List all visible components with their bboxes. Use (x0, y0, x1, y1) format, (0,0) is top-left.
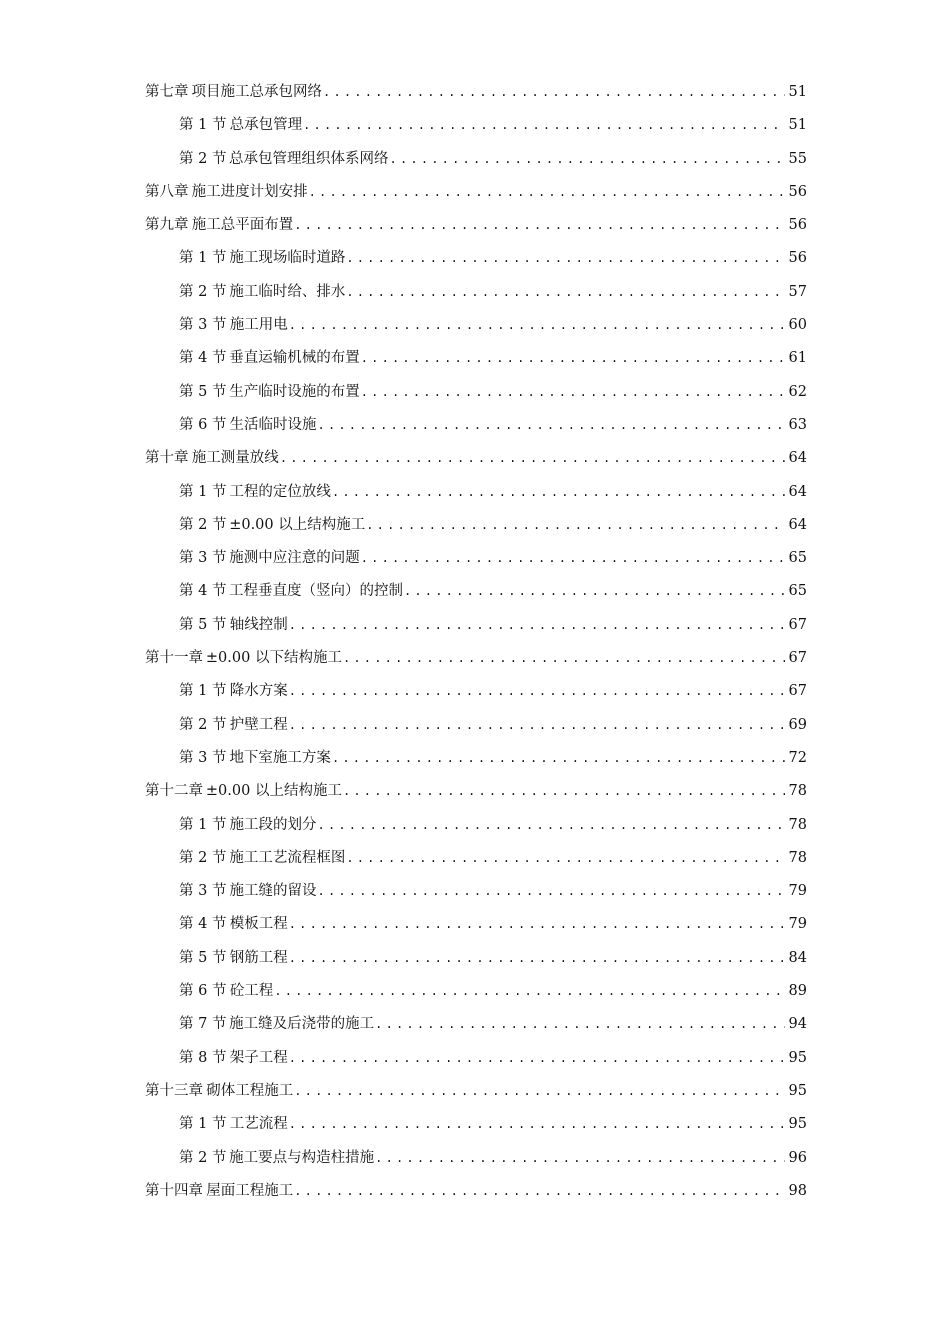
toc-entry-title: 施工测量放线 (191, 450, 279, 467)
toc-entry-title: 施工用电 (229, 317, 288, 334)
toc-section-entry[interactable] (145, 809, 807, 842)
toc-page-number: 79 (788, 916, 807, 933)
toc-page-number: 55 (788, 150, 807, 167)
toc-section-entry[interactable] (145, 476, 807, 509)
toc-dot-leader (343, 775, 785, 808)
toc-dot-leader (289, 1108, 785, 1141)
toc-page-number: 60 (788, 317, 807, 334)
toc-entry-number: 第 3 节 (179, 550, 227, 567)
toc-dot-leader (375, 1142, 785, 1175)
toc-entry-number: 第十章 (145, 450, 189, 467)
toc-chapter-entry[interactable] (145, 176, 807, 209)
toc-entry-title: ±0.00 以上结构施工 (229, 516, 366, 533)
toc-page-number: 62 (788, 383, 807, 400)
toc-chapter-entry[interactable] (145, 642, 807, 675)
toc-dot-leader (289, 675, 785, 708)
toc-entry-title: 架子工程 (229, 1049, 288, 1066)
toc-page-number: 72 (788, 749, 807, 766)
toc-page-number: 67 (788, 650, 807, 667)
toc-entry-title: 施工工艺流程框图 (229, 849, 346, 866)
toc-entry-number: 第 7 节 (179, 1016, 227, 1033)
toc-entry-number: 第 5 节 (179, 616, 227, 633)
toc-entry-title: 施工要点与构造柱措施 (229, 1149, 375, 1166)
toc-page-number: 64 (788, 516, 807, 533)
toc-page-number: 95 (788, 1116, 807, 1133)
toc-entry-number: 第十一章 (145, 650, 203, 667)
toc-section-entry[interactable] (145, 1142, 807, 1175)
toc-page-number: 56 (788, 183, 807, 200)
toc-dot-leader (366, 509, 785, 542)
toc-chapter-entry[interactable] (145, 442, 807, 475)
toc-page-number: 67 (788, 616, 807, 633)
toc-entry-number: 第 5 节 (179, 949, 227, 966)
table-of-contents (145, 76, 807, 1208)
toc-section-entry[interactable] (145, 276, 807, 309)
toc-chapter-entry[interactable] (145, 775, 807, 808)
toc-dot-leader (343, 642, 785, 675)
toc-entry-title: 砌体工程施工 (206, 1082, 294, 1099)
toc-dot-leader (332, 476, 785, 509)
toc-entry-number: 第 2 节 (179, 516, 227, 533)
toc-dot-leader (289, 942, 785, 975)
toc-page-number: 51 (788, 117, 807, 134)
toc-page-number: 69 (788, 716, 807, 733)
toc-entry-title: 屋面工程施工 (206, 1182, 294, 1199)
toc-dot-leader (294, 1075, 785, 1108)
toc-dot-leader (294, 1175, 785, 1208)
toc-entry-number: 第 4 节 (179, 350, 227, 367)
toc-section-entry[interactable] (145, 575, 807, 608)
toc-entry-title: 施工缝及后浇带的施工 (229, 1016, 375, 1033)
toc-entry-title: 施工缝的留设 (229, 883, 317, 900)
toc-section-entry[interactable] (145, 242, 807, 275)
toc-section-entry[interactable] (145, 1008, 807, 1041)
toc-section-entry[interactable] (145, 376, 807, 409)
toc-page-number: 56 (788, 250, 807, 267)
toc-dot-leader (318, 409, 785, 442)
toc-entry-title: 施工临时给、排水 (229, 283, 346, 300)
toc-page-number: 79 (788, 883, 807, 900)
toc-page-number: 63 (788, 416, 807, 433)
toc-page-number: 65 (788, 583, 807, 600)
toc-entry-number: 第 4 节 (179, 916, 227, 933)
toc-page-number: 51 (788, 84, 807, 100)
toc-dot-leader (309, 176, 785, 209)
toc-entry-title: 轴线控制 (229, 616, 288, 633)
toc-entry-title: 工艺流程 (229, 1116, 288, 1133)
toc-entry-number: 第 3 节 (179, 883, 227, 900)
toc-chapter-entry[interactable] (145, 76, 807, 109)
toc-page-number: 95 (788, 1049, 807, 1066)
toc-entry-number: 第 1 节 (179, 816, 227, 833)
toc-entry-number: 第 1 节 (179, 1116, 227, 1133)
toc-page-number: 84 (788, 949, 807, 966)
toc-page-number: 98 (788, 1182, 807, 1199)
toc-section-entry[interactable] (145, 143, 807, 176)
toc-entry-title: 地下室施工方案 (229, 749, 331, 766)
toc-section-entry[interactable] (145, 1042, 807, 1075)
toc-page-number: 64 (788, 483, 807, 500)
toc-entry-number: 第 3 节 (179, 749, 227, 766)
toc-section-entry[interactable] (145, 409, 807, 442)
toc-section-entry[interactable] (145, 942, 807, 975)
toc-entry-number: 第八章 (145, 183, 189, 200)
toc-entry-number: 第 2 节 (179, 716, 227, 733)
toc-entry-number: 第 2 节 (179, 150, 227, 167)
toc-entry-title: 施测中应注意的问题 (229, 550, 360, 567)
toc-entry-title: 工程垂直度（竖向）的控制 (228, 583, 403, 600)
toc-page-number: 64 (788, 450, 807, 467)
toc-entry-title: 降水方案 (229, 683, 288, 700)
toc-page-number: 61 (788, 350, 807, 367)
toc-entry-title: 生活临时设施 (229, 416, 317, 433)
toc-entry-number: 第十三章 (145, 1082, 203, 1099)
toc-entry-number: 第 5 节 (179, 383, 227, 400)
toc-section-entry[interactable] (145, 509, 807, 542)
toc-dot-leader (280, 442, 785, 475)
toc-entry-number: 第 1 节 (179, 483, 227, 500)
toc-entry-title: ±0.00 以下结构施工 (205, 650, 342, 667)
toc-entry-number: 第 6 节 (179, 416, 227, 433)
toc-entry-title: 砼工程 (229, 983, 274, 1000)
toc-dot-leader (289, 908, 785, 941)
toc-entry-title: 钢筋工程 (229, 949, 288, 966)
toc-dot-leader (289, 309, 785, 342)
toc-chapter-entry[interactable] (145, 1075, 807, 1108)
toc-entry-title: 工程的定位放线 (229, 483, 331, 500)
toc-entry-number: 第 1 节 (179, 683, 227, 700)
toc-page-number: 57 (788, 283, 807, 300)
toc-dot-leader (361, 376, 785, 409)
toc-dot-leader (323, 76, 785, 109)
toc-dot-leader (404, 575, 785, 608)
toc-dot-leader (361, 342, 785, 375)
toc-entry-title: 施工进度计划安排 (191, 183, 308, 200)
toc-section-entry[interactable] (145, 1108, 807, 1141)
toc-section-entry[interactable] (145, 875, 807, 908)
toc-page-number: 95 (788, 1082, 807, 1099)
toc-dot-leader (289, 709, 785, 742)
toc-section-entry[interactable] (145, 675, 807, 708)
toc-section-entry[interactable] (145, 975, 807, 1008)
toc-page-number: 78 (788, 816, 807, 833)
toc-section-entry[interactable] (145, 908, 807, 941)
toc-dot-leader (318, 875, 785, 908)
toc-entry-title: 项目施工总承包网络 (191, 84, 323, 100)
toc-entry-title: 施工总平面布置 (191, 217, 294, 234)
toc-dot-leader (346, 276, 785, 309)
toc-entry-number: 第 2 节 (179, 1149, 227, 1166)
toc-entry-number: 第九章 (145, 217, 189, 234)
toc-page-number: 67 (788, 683, 807, 700)
toc-page-number: 94 (788, 1016, 807, 1033)
toc-entry-title: 总承包管理组织体系网络 (229, 150, 389, 167)
toc-entry-title: ±0.00 以上结构施工 (205, 783, 342, 800)
toc-entry-title: 模板工程 (229, 916, 288, 933)
toc-section-entry[interactable] (145, 709, 807, 742)
toc-entry-title: 施工段的划分 (229, 816, 317, 833)
toc-page-number: 65 (788, 550, 807, 567)
toc-entry-number: 第十四章 (145, 1182, 203, 1199)
toc-dot-leader (294, 209, 785, 242)
toc-dot-leader (361, 542, 785, 575)
toc-section-entry[interactable] (145, 309, 807, 342)
toc-dot-leader (274, 975, 785, 1008)
toc-entry-number: 第 1 节 (179, 250, 227, 267)
toc-chapter-entry[interactable] (145, 209, 807, 242)
toc-dot-leader (289, 609, 785, 642)
toc-entry-title: 总承包管理 (229, 117, 303, 134)
toc-entry-number: 第十二章 (145, 783, 203, 800)
toc-dot-leader (318, 809, 785, 842)
toc-entry-number: 第 1 节 (179, 117, 227, 134)
toc-entry-title: 护壁工程 (229, 716, 288, 733)
toc-dot-leader (303, 109, 785, 142)
toc-page-number: 56 (788, 217, 807, 234)
toc-dot-leader (346, 242, 785, 275)
toc-section-entry[interactable] (145, 542, 807, 575)
toc-chapter-entry[interactable] (145, 1175, 807, 1208)
toc-dot-leader (346, 842, 785, 875)
toc-section-entry[interactable] (145, 742, 807, 775)
toc-dot-leader (375, 1008, 785, 1041)
toc-entry-number: 第七章 (145, 84, 189, 100)
toc-dot-leader (289, 1042, 785, 1075)
toc-entry-number: 第 8 节 (179, 1049, 227, 1066)
toc-page-number: 78 (788, 783, 807, 800)
toc-section-entry[interactable] (145, 609, 807, 642)
toc-entry-number: 第 4 节 (179, 583, 227, 600)
toc-section-entry[interactable] (145, 109, 807, 142)
toc-section-entry[interactable] (145, 842, 807, 875)
toc-entry-number: 第 2 节 (179, 849, 227, 866)
toc-page-number: 96 (788, 1149, 807, 1166)
toc-page-number: 78 (788, 849, 807, 866)
toc-entry-number: 第 2 节 (179, 283, 227, 300)
toc-page-number: 89 (788, 983, 807, 1000)
toc-entry-title: 施工现场临时道路 (229, 250, 346, 267)
toc-dot-leader (390, 143, 785, 176)
toc-section-entry[interactable] (145, 342, 807, 375)
toc-entry-number: 第 3 节 (179, 317, 227, 334)
toc-entry-title: 生产临时设施的布置 (229, 383, 360, 400)
toc-entry-number: 第 6 节 (179, 983, 227, 1000)
toc-entry-title: 垂直运输机械的布置 (229, 350, 360, 367)
toc-dot-leader (332, 742, 785, 775)
